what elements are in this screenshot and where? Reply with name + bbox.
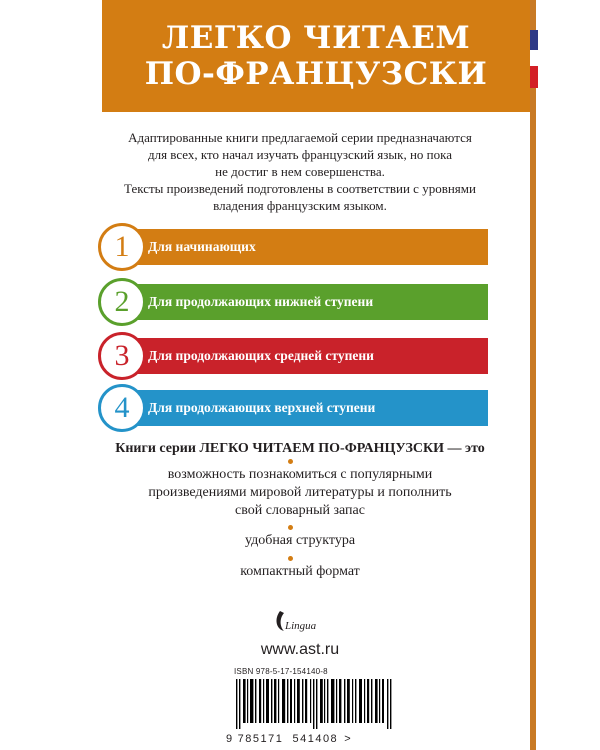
level-number-badge: 2	[98, 278, 146, 326]
benefit-line: свой словарный запас	[235, 503, 365, 518]
cover-edge	[530, 0, 600, 750]
barcode-bar	[310, 679, 311, 723]
barcode-end-mark: >	[344, 733, 353, 745]
level-number-badge: 4	[98, 384, 146, 432]
bullet-dot	[288, 459, 293, 464]
barcode	[236, 679, 396, 729]
series-title-line-2: ПО-ФРАНЦУЗСКИ	[144, 56, 488, 92]
barcode-bar	[336, 679, 337, 723]
barcode-bar	[339, 679, 341, 723]
intro-line: для всех, кто начал изучать французский язык, но пока	[147, 147, 453, 162]
level-number-badge: 3	[98, 332, 146, 380]
barcode-bar	[324, 679, 325, 723]
barcode-bar	[375, 679, 378, 723]
barcode-bar	[243, 679, 246, 723]
barcode-bar	[255, 679, 256, 723]
lingua-logo	[270, 605, 330, 637]
barcode-bar	[250, 679, 253, 723]
barcode-bar	[282, 679, 285, 723]
flag-red-stripe	[530, 66, 538, 88]
barcode-bar	[355, 679, 356, 723]
barcode-bar	[364, 679, 365, 723]
isbn-number: ISBN 978-5-17-154140-8	[234, 667, 328, 676]
barcode-digits-group-1: 785171	[237, 733, 284, 745]
barcode-bar	[387, 679, 388, 729]
barcode-bar	[359, 679, 362, 723]
barcode-bar	[390, 679, 391, 729]
series-benefits-heading: Книги серии ЛЕГКО ЧИТАЕМ ПО-ФРАНЦУЗСКИ — это	[115, 441, 485, 456]
barcode-bar	[239, 679, 240, 729]
barcode-bar	[266, 679, 269, 723]
intro-line: Адаптированные книги предлагаемой серии предназначаются	[128, 130, 472, 145]
benefit-line: удобная структура	[244, 533, 356, 548]
barcode-bar	[236, 679, 237, 729]
flag-blue-stripe	[530, 30, 538, 50]
benefit-line: компактный формат	[240, 564, 360, 579]
barcode-bar	[290, 679, 292, 723]
barcode-bar	[271, 679, 272, 723]
logo-swoosh	[277, 611, 284, 631]
barcode-bar	[259, 679, 261, 723]
flag-white-stripe	[530, 50, 538, 66]
barcode-bar	[305, 679, 307, 723]
barcode-bar	[278, 679, 279, 723]
barcode-bar	[247, 679, 248, 723]
barcode-bar	[320, 679, 323, 723]
level-label: Для начинающих	[148, 239, 256, 254]
barcode-bar	[327, 679, 328, 723]
barcode-bar	[367, 679, 369, 723]
bullet-dot	[288, 556, 293, 561]
level-number-badge: 1	[98, 223, 146, 271]
barcode-bar	[313, 679, 314, 729]
barcode-bar	[274, 679, 276, 723]
barcode-bar	[382, 679, 384, 723]
intro-line: Тексты произведений подготовлены в соответствии с уровнями	[124, 181, 476, 196]
series-header	[102, 0, 530, 112]
intro-line: владения французским языком.	[213, 198, 387, 213]
publisher-url: www.ast.ru	[260, 641, 340, 658]
benefit-line: возможность познакомиться с популярными	[167, 467, 433, 482]
intro-line: не достиг в нем совершенства.	[215, 164, 385, 179]
intro-text	[80, 129, 520, 214]
logo-text: Lingua	[285, 620, 317, 632]
barcode-digits	[226, 733, 352, 745]
barcode-digit-first: 9	[226, 733, 234, 745]
bullet-dot	[288, 525, 293, 530]
benefit-line: произведениями мировой литературы и пополнить	[148, 485, 452, 500]
barcode-bar	[331, 679, 334, 723]
barcode-bar	[371, 679, 372, 723]
barcode-bar	[347, 679, 350, 723]
barcode-bar	[297, 679, 300, 723]
barcode-bar	[294, 679, 295, 723]
barcode-bar	[287, 679, 288, 723]
spine-strip	[530, 0, 536, 750]
benefit-item	[100, 466, 500, 520]
barcode-bar	[316, 679, 317, 729]
benefit-item	[100, 532, 500, 550]
barcode-bar	[263, 679, 264, 723]
barcode-bar	[352, 679, 353, 723]
level-label: Для продолжающих верхней ступени	[148, 400, 376, 415]
barcode-bar	[379, 679, 380, 723]
level-label: Для продолжающих средней ступени	[148, 348, 374, 363]
barcode-bar	[302, 679, 303, 723]
level-label: Для продолжающих нижней ступени	[148, 294, 374, 309]
barcode-digits-group-2: 541408	[292, 733, 339, 745]
benefit-item	[100, 563, 500, 581]
series-title-line-1: ЛЕГКО ЧИТАЕМ	[161, 20, 471, 56]
barcode-bar	[344, 679, 345, 723]
